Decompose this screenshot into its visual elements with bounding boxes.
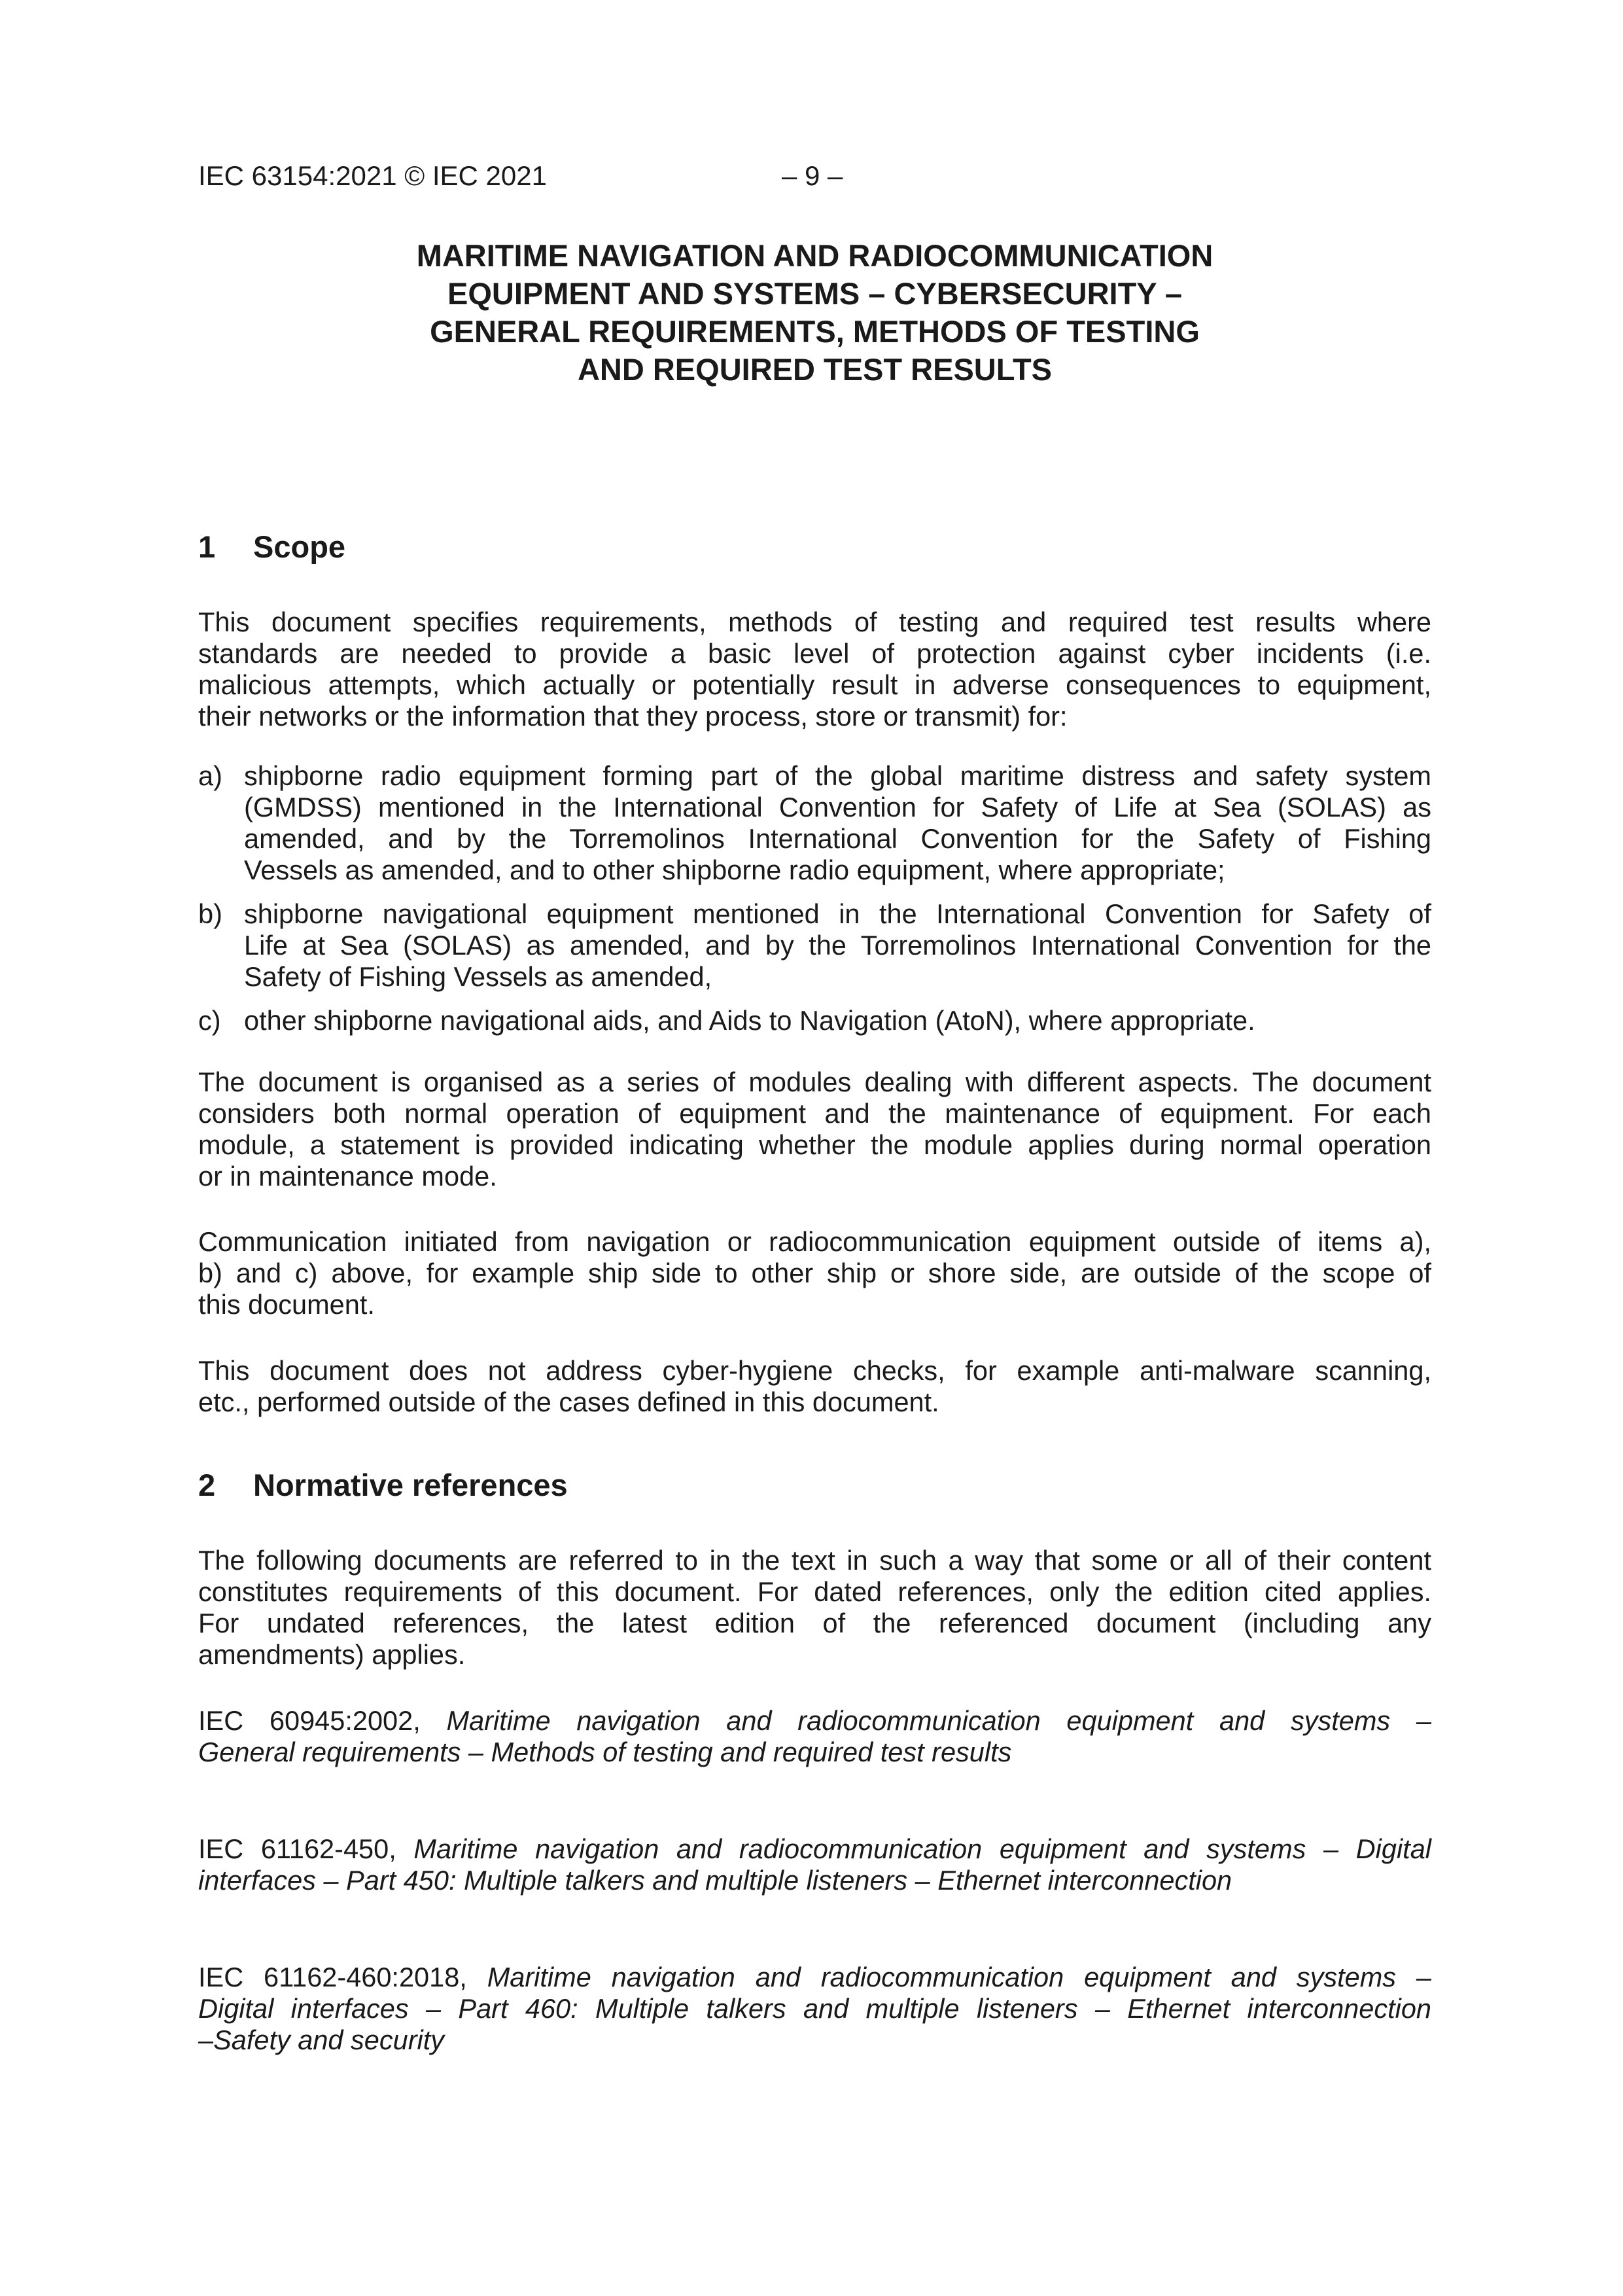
- reference-id: IEC 60945:2002,: [198, 1705, 421, 1736]
- list-marker: c): [198, 1005, 221, 1036]
- text-line: (GMDSS) mentioned in the International Convention for Safety of Life at Sea (SOLAS) as: [244, 792, 1431, 822]
- section-heading-normative-references: [198, 1467, 568, 1504]
- reference-title-continued: interfaces – Part 450: Multiple talkers and multiple listeners – Ethernet interconnection: [198, 1865, 1232, 1896]
- text-line: this document.: [198, 1289, 375, 1320]
- communication-paragraph: [198, 1226, 1431, 1320]
- title-line: GENERAL REQUIREMENTS, METHODS OF TESTING: [430, 314, 1200, 349]
- normative-intro-paragraph: [198, 1545, 1431, 1670]
- text-line: or in maintenance mode.: [198, 1161, 497, 1192]
- text-line: etc., performed outside of the cases defined in this document.: [198, 1386, 939, 1417]
- title-line: MARITIME NAVIGATION AND RADIOCOMMUNICATION: [416, 238, 1213, 273]
- text-line: This document does not address cyber-hygiene checks, for example anti-malware scanning,: [198, 1355, 1431, 1386]
- modules-paragraph: [198, 1067, 1431, 1192]
- reference-id: IEC 61162-460:2018,: [198, 1962, 467, 1992]
- text-line: This document specifies requirements, methods of testing and required test results where: [198, 607, 1431, 637]
- text-line: malicious attempts, which actually or potentially result in adverse consequences to equipment,: [198, 669, 1431, 700]
- reference-title: Maritime navigation and radiocommunication equipment and systems –: [487, 1962, 1432, 1992]
- text-line: shipborne radio equipment forming part of the global maritime distress and safety system: [244, 760, 1431, 791]
- text-line: Communication initiated from navigation or radiocommunication equipment outside of items a),: [198, 1226, 1431, 1257]
- text-line: Life at Sea (SOLAS) as amended, and by the Torremolinos International Convention for the: [244, 930, 1431, 961]
- section-title: Scope: [253, 529, 346, 564]
- scope-intro-paragraph: [198, 607, 1431, 732]
- list-marker: a): [198, 760, 222, 791]
- title-line: EQUIPMENT AND SYSTEMS – CYBERSECURITY –: [447, 276, 1182, 311]
- title-line: AND REQUIRED TEST RESULTS: [577, 352, 1053, 387]
- reference-title: Maritime navigation and radiocommunication equipment and systems –: [446, 1705, 1432, 1736]
- text-line: other shipborne navigational aids, and Aids to Navigation (AtoN), where appropriate.: [244, 1005, 1255, 1036]
- text-line: The document is organised as a series of modules dealing with different aspects. The document: [198, 1067, 1431, 1097]
- text-line: amended, and by the Torremolinos International Convention for the Safety of Fishing: [244, 823, 1431, 854]
- section-title: Normative references: [253, 1468, 568, 1502]
- section-heading-scope: [198, 529, 345, 565]
- section-number: 2: [198, 1468, 216, 1502]
- document-title: [198, 237, 1431, 389]
- text-line: Vessels as amended, and to other shipborne radio equipment, where appropriate;: [244, 855, 1225, 885]
- section-number: 1: [198, 529, 216, 564]
- text-line: For undated references, the latest edition of the referenced document (including any: [198, 1608, 1431, 1638]
- text-line: The following documents are referred to in the text in such a way that some or all of their content: [198, 1545, 1431, 1576]
- text-line: shipborne navigational equipment mentioned in the International Convention for Safety of: [244, 898, 1431, 929]
- text-line: considers both normal operation of equipment and the maintenance of equipment. For each: [198, 1098, 1431, 1129]
- reference-title: Maritime navigation and radiocommunication equipment and systems – Digital: [413, 1833, 1431, 1864]
- reference-iec-60945: [198, 1705, 1431, 1768]
- running-header: IEC 63154:2021 © IEC 2021: [198, 160, 547, 191]
- page-number: – 9 –: [782, 160, 843, 191]
- text-line: amendments) applies.: [198, 1639, 466, 1670]
- text-line: their networks or the information that they process, store or transmit) for:: [198, 701, 1068, 732]
- reference-id: IEC 61162-450,: [198, 1833, 396, 1864]
- text-line: module, a statement is provided indicating whether the module applies during normal operation: [198, 1129, 1431, 1160]
- list-marker: b): [198, 898, 222, 929]
- text-line: standards are needed to provide a basic level of protection against cyber incidents (i.e.: [198, 638, 1431, 669]
- text-line: constitutes requirements of this document. For dated references, only the edition cited applies.: [198, 1576, 1431, 1607]
- reference-iec-61162-460: [198, 1962, 1431, 2056]
- reference-title-continued: Digital interfaces – Part 460: Multiple talkers and multiple listeners – Ethernet interconnection: [198, 1993, 1431, 2024]
- reference-title-continued: –Safety and security: [198, 2024, 445, 2055]
- text-line: Safety of Fishing Vessels as amended,: [244, 961, 712, 992]
- reference-iec-61162-450: [198, 1833, 1431, 1896]
- text-line: b) and c) above, for example ship side to other ship or shore side, are outside of the scope of: [198, 1258, 1431, 1288]
- reference-title-continued: General requirements – Methods of testing and required test results: [198, 1737, 1012, 1767]
- cyber-hygiene-paragraph: [198, 1355, 1431, 1418]
